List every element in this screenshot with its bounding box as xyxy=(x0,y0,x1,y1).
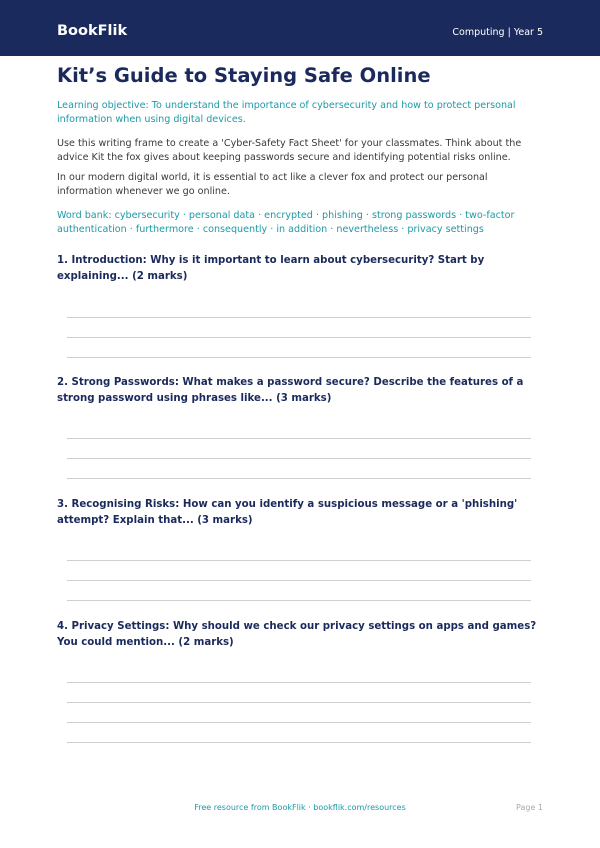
header-bar xyxy=(0,0,600,56)
answer-line[interactable] xyxy=(67,600,531,601)
learning-objective: Learning objective: To understand the importance of cybersecurity and how to protect personal information when using digital devices. xyxy=(57,100,516,125)
brand-logo: BookFlik xyxy=(57,23,128,39)
footer-credit: Free resource from BookFlik · bookflik.com/resources xyxy=(194,803,406,812)
answer-line[interactable] xyxy=(67,742,531,743)
answer-line[interactable] xyxy=(67,580,531,581)
page-title: Kit’s Guide to Staying Safe Online xyxy=(57,64,431,87)
answer-line[interactable] xyxy=(67,682,531,683)
question-4: 4. Privacy Settings: Why should we check our privacy settings on apps and games? You could mention... (2 marks) xyxy=(57,621,537,648)
page-number: Page 1 xyxy=(516,803,543,812)
answer-line[interactable] xyxy=(67,702,531,703)
answer-line[interactable] xyxy=(67,458,531,459)
answer-line[interactable] xyxy=(67,438,531,439)
word-bank: Word bank: cybersecurity · personal data · encrypted · phishing · strong passwords · two-factor authentication · furthermore · consequently · in addition · nevertheless · privacy settings xyxy=(57,210,515,235)
intro-text: In our modern digital world, it is essential to act like a clever fox and protect our personal information whenever we go online. xyxy=(57,172,488,197)
question-1: 1. Introduction: Why is it important to learn about cybersecurity? Start by explaining... (2 marks) xyxy=(57,255,485,282)
answer-line[interactable] xyxy=(67,317,531,318)
subject-year-label: Computing | Year 5 xyxy=(452,27,543,38)
answer-line[interactable] xyxy=(67,560,531,561)
instructions-text: Use this writing frame to create a 'Cyber-Safety Fact Sheet' for your classmates. Think about the advice Kit the fox gives about keeping passwords secure and identifying potential risks online. xyxy=(57,138,522,163)
answer-line[interactable] xyxy=(67,337,531,338)
question-3: 3. Recognising Risks: How can you identify a suspicious message or a 'phishing' attempt? Explain that... (3 marks) xyxy=(57,499,518,526)
answer-line[interactable] xyxy=(67,722,531,723)
question-2: 2. Strong Passwords: What makes a password secure? Describe the features of a strong password using phrases like... (3 marks) xyxy=(57,377,524,404)
answer-line[interactable] xyxy=(67,357,531,358)
answer-line[interactable] xyxy=(67,478,531,479)
